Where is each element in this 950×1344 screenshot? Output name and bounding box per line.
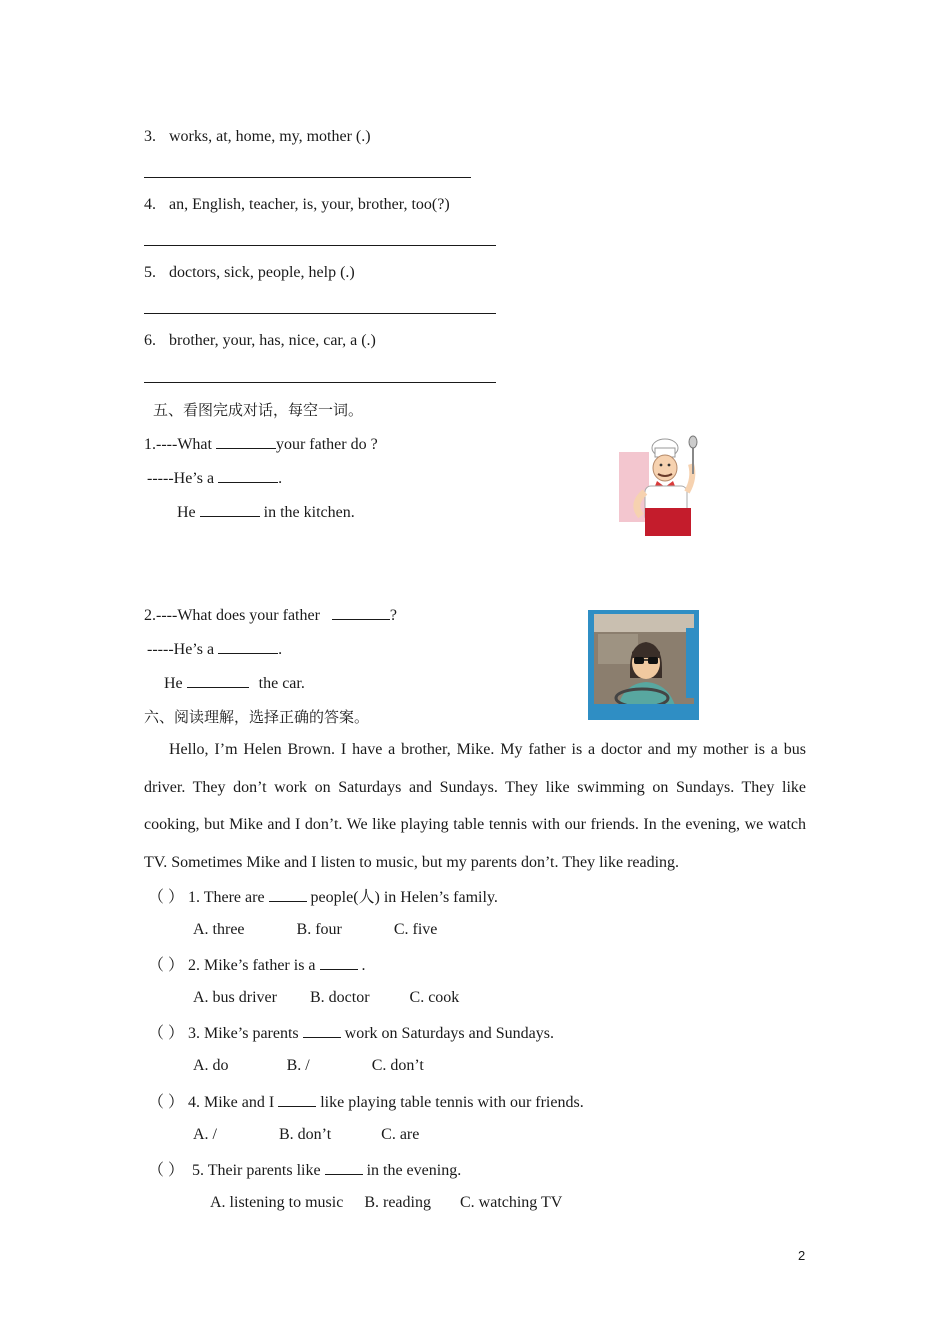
option-c[interactable]: C. watching TV [459,1194,563,1211]
section-6-heading: 六、阅读理解，选择正确的答案。 [144,708,370,726]
mc-options-3 [193,1056,424,1076]
question-4: 4. an, English, teacher, is, your, brother, too(?) [144,196,450,213]
option-b[interactable]: B. reading [364,1194,431,1211]
blank[interactable] [200,501,260,517]
option-a[interactable]: A. three [193,921,245,938]
option-c[interactable]: C. five [393,921,438,938]
question-5: 5. doctors, sick, people, help (.) [144,264,355,281]
question-3: 3. works, at, home, my, mother (.) [144,128,371,145]
blank[interactable] [187,672,249,688]
option-c[interactable]: C. cook [409,989,460,1006]
dialog-1-line-3: He in the kitchen. [177,501,355,523]
driver-illustration [586,608,701,722]
answer-bracket[interactable]: （ ） [148,1025,185,1042]
blank [320,954,358,970]
page-number: 2 [798,1248,806,1263]
chef-illustration [617,434,705,538]
option-c[interactable]: C. are [381,1126,420,1143]
dialog-2-line-3: He the car. [164,672,305,694]
option-a[interactable]: A. do [193,1057,229,1074]
dialog-2-line-2: -----He’s a . [147,638,282,660]
mc-question-1: （ ） 1. There are people(人) in Helen’s family. [148,886,498,908]
dialog-1-line-2: -----He’s a . [147,467,282,489]
option-a[interactable]: A. / [193,1126,217,1143]
blank [269,886,307,902]
answer-line[interactable] [144,177,471,178]
mc-question-3: （ ） 3. Mike’s parents work on Saturdays and Sundays. [148,1022,554,1044]
option-a[interactable]: A. listening to music [210,1194,344,1211]
mc-question-4: （ ） 4. Mike and I like playing table tennis with our friends. [148,1091,584,1113]
option-c[interactable]: C. don’t [371,1057,424,1074]
reading-passage: Hello, I’m Helen Brown. I have a brother, Mike. My father is a doctor and my mother is a bus driver. They don’t work on Saturdays and Sundays. They like swimming on Sundays. They like cooking, but Mike and I don’t. We like playing table tennis with our friends. In the evening, we watch TV. Sometimes Mike and I listen to music, but my parents don’t. They like reading. [144,741,806,871]
blank[interactable] [332,604,390,620]
blank [325,1159,363,1175]
answer-bracket[interactable]: （ ） [148,889,185,906]
dialog-2-line-1: 2.----What does your father ? [144,604,397,626]
answer-line[interactable] [144,313,496,314]
answer-bracket[interactable]: （ ） [148,957,185,974]
blank [278,1091,316,1107]
option-a[interactable]: A. bus driver [193,989,277,1006]
mc-question-5: （ ） 5. Their parents like in the evening. [148,1159,461,1181]
option-b[interactable]: B. don’t [279,1126,332,1143]
answer-bracket[interactable]: （ ） [148,1162,185,1179]
blank[interactable] [218,467,278,483]
answer-line[interactable] [144,382,496,383]
option-b[interactable]: B. doctor [309,989,370,1006]
dialog-1-line-1: 1.----What your father do ? [144,433,378,455]
section-5-heading: 五、看图完成对话，每空一词。 [153,401,364,419]
question-6: 6. brother, your, has, nice, car, a (.) [144,332,376,349]
mc-options-2 [193,988,459,1008]
option-b[interactable]: B. / [286,1057,310,1074]
answer-bracket[interactable]: （ ） [148,1094,185,1111]
blank[interactable] [216,433,276,449]
answer-line[interactable] [144,245,496,246]
mc-question-2: （ ） 2. Mike’s father is a . [148,954,366,976]
blank [303,1022,341,1038]
mc-options-1 [193,920,437,940]
blank[interactable] [218,638,278,654]
option-b[interactable]: B. four [296,921,342,938]
mc-options-4 [193,1125,419,1145]
mc-options-5 [210,1193,562,1213]
